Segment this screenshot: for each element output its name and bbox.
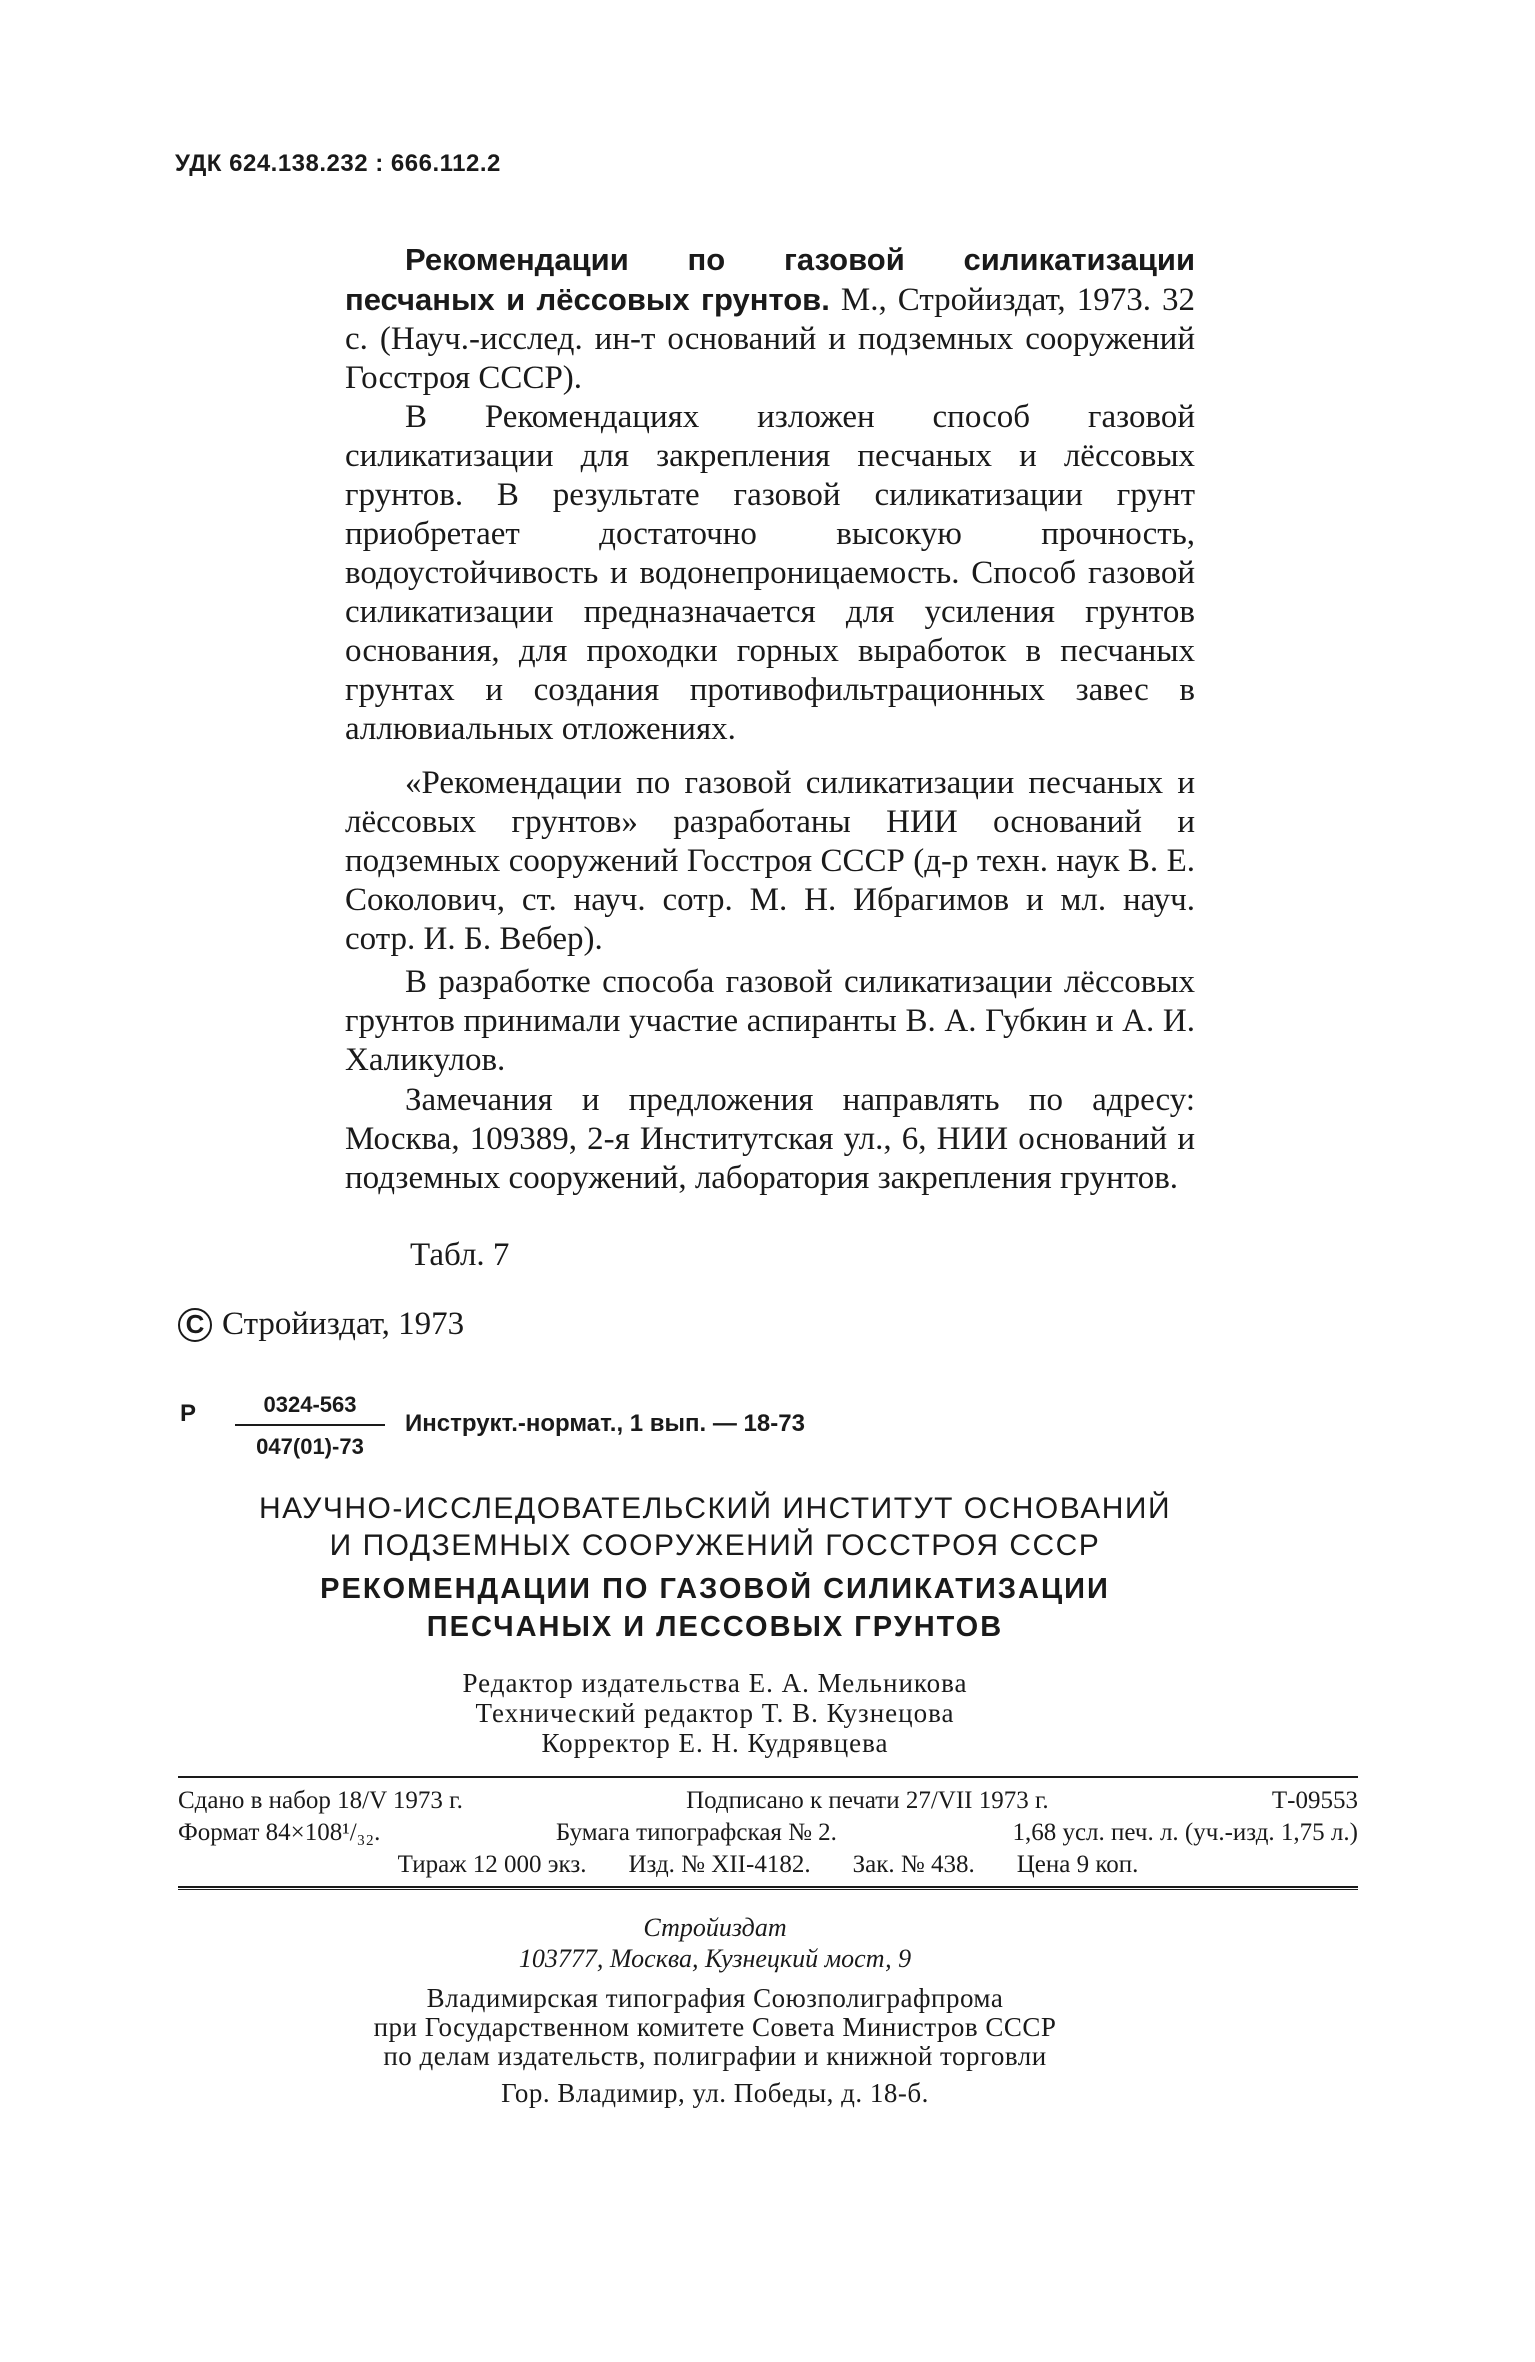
divider xyxy=(178,1776,1358,1778)
printing-house xyxy=(175,1984,1255,2071)
index-denominator: 047(01)-73 xyxy=(256,1434,364,1459)
bibliographic-details: М., Стройиздат, 1973. 32 с. (Науч.-исслед. ин-т оснований и подземных сооружений Госстроя СССР). xyxy=(345,282,1195,396)
imprint-cell: Т-09553 xyxy=(1271,1787,1358,1814)
bibliographic-title: Рекомендации по газовой силикатизации песчаных и лёссовых грунтов. xyxy=(345,242,1195,317)
institution-line: НАУЧНО-ИССЛЕДОВАТЕЛЬСКИЙ ИНСТИТУТ ОСНОВАНИЙ xyxy=(258,1492,1172,1525)
index-letter: Р xyxy=(180,1400,197,1427)
imprint-cell: Бумага типографская № 2. xyxy=(555,1819,837,1846)
copyright-icon: С xyxy=(178,1308,212,1342)
printer-line: Владимирская типография Союзполиграфпрома xyxy=(426,1983,1004,2013)
institution-line: И ПОДЗЕМНЫХ СООРУЖЕНИЙ ГОССТРОЯ СССР xyxy=(329,1529,1101,1562)
contributors-paragraph: В разработке способа газовой силикатизации лёссовых грунтов принимали участие аспиранты В. А. Губкин и А. И. Халикулов. xyxy=(345,964,1195,1078)
printer-line: по делам издательств, полиграфии и книжной торговли xyxy=(383,2041,1047,2071)
imprint-cell: 1,68 усл. печ. л. (уч.-изд. 1,75 л.) xyxy=(1012,1819,1358,1846)
publisher-name: Стройиздат xyxy=(643,1913,787,1942)
printer-line: при Государственном комитете Совета Министров СССР xyxy=(373,2012,1057,2042)
print-imprint xyxy=(178,1785,1358,1881)
index-fraction xyxy=(235,1392,385,1460)
imprint-row xyxy=(178,1849,1358,1881)
index-classification: Инструкт.-нормат., 1 вып. — 18-73 xyxy=(405,1410,805,1437)
imprint-cell: Тираж 12 000 экз. xyxy=(397,1851,587,1878)
udk-code: УДК 624.138.232 : 666.112.2 xyxy=(175,150,501,177)
staff-line: Корректор Е. Н. Кудрявцева xyxy=(541,1728,889,1758)
tables-count: Табл. 7 xyxy=(410,1237,510,1273)
publisher-address: 103777, Москва, Кузнецкий мост, 9 xyxy=(518,1944,912,1973)
imprint-cell: Формат 84×108¹/₃₂. xyxy=(178,1819,381,1846)
feedback-address-paragraph: Замечания и предложения направлять по адресу: Москва, 109389, 2-я Институтская ул., 6, НИИ оснований и подземных сооружений, лаборатория закрепления грунтов. xyxy=(345,1082,1195,1196)
staff-line: Редактор издательства Е. А. Мельникова xyxy=(462,1668,968,1698)
imprint-row xyxy=(178,1785,1358,1817)
index-numerator: 0324-563 xyxy=(235,1392,385,1426)
imprint-cell: Зак. № 438. xyxy=(852,1851,975,1878)
imprint-cell: Изд. № XII-4182. xyxy=(628,1851,811,1878)
imprint-row xyxy=(178,1817,1358,1849)
document-title xyxy=(175,1570,1255,1646)
staff-line: Технический редактор Т. В. Кузнецова xyxy=(475,1698,955,1728)
abstract-paragraph: В Рекомендациях изложен способ газовой силикатизации для закрепления песчаных и лёссовых грунтов. В результате газовой силикатизации грунт приобретает достаточно высокую прочность, водоустойчивость и водонепроницаемость. Способ газовой силикатизации предназначается для усиления грунтов основания, для проходки горных выработок в песчаных грунтах и создания противофильтрационных завес в аллювиальных отложениях. xyxy=(345,399,1195,747)
imprint-cell: Подписано к печати 27/VII 1973 г. xyxy=(686,1787,1049,1814)
divider xyxy=(178,1886,1358,1888)
imprint-cell: Сдано в набор 18/V 1973 г. xyxy=(178,1787,463,1814)
imprint-cell: Цена 9 коп. xyxy=(1016,1851,1139,1878)
bibliographic-entry xyxy=(345,240,1195,398)
copyright-text: Стройиздат, 1973 xyxy=(222,1306,465,1342)
authors-paragraph: «Рекомендации по газовой силикатизации песчаных и лёссовых грунтов» разработаны НИИ оснований и подземных сооружений Госстроя СССР (д-р техн. наук В. Е. Соколович, ст. науч. сотр. М. Н. Ибрагимов и мл. науч. сотр. И. Б. Вебер). xyxy=(345,765,1195,957)
institution-name xyxy=(175,1490,1255,1564)
editorial-staff xyxy=(175,1668,1255,1758)
title-line: РЕКОМЕНДАЦИИ ПО ГАЗОВОЙ СИЛИКАТИЗАЦИИ xyxy=(320,1573,1110,1605)
title-line: ПЕСЧАНЫХ И ЛЕССОВЫХ ГРУНТОВ xyxy=(426,1611,1004,1643)
copyright-line xyxy=(178,1306,464,1343)
divider xyxy=(178,1889,1358,1890)
printer-address: Гор. Владимир, ул. Победы, д. 18-б. xyxy=(501,2078,929,2108)
publisher xyxy=(175,1912,1255,1974)
